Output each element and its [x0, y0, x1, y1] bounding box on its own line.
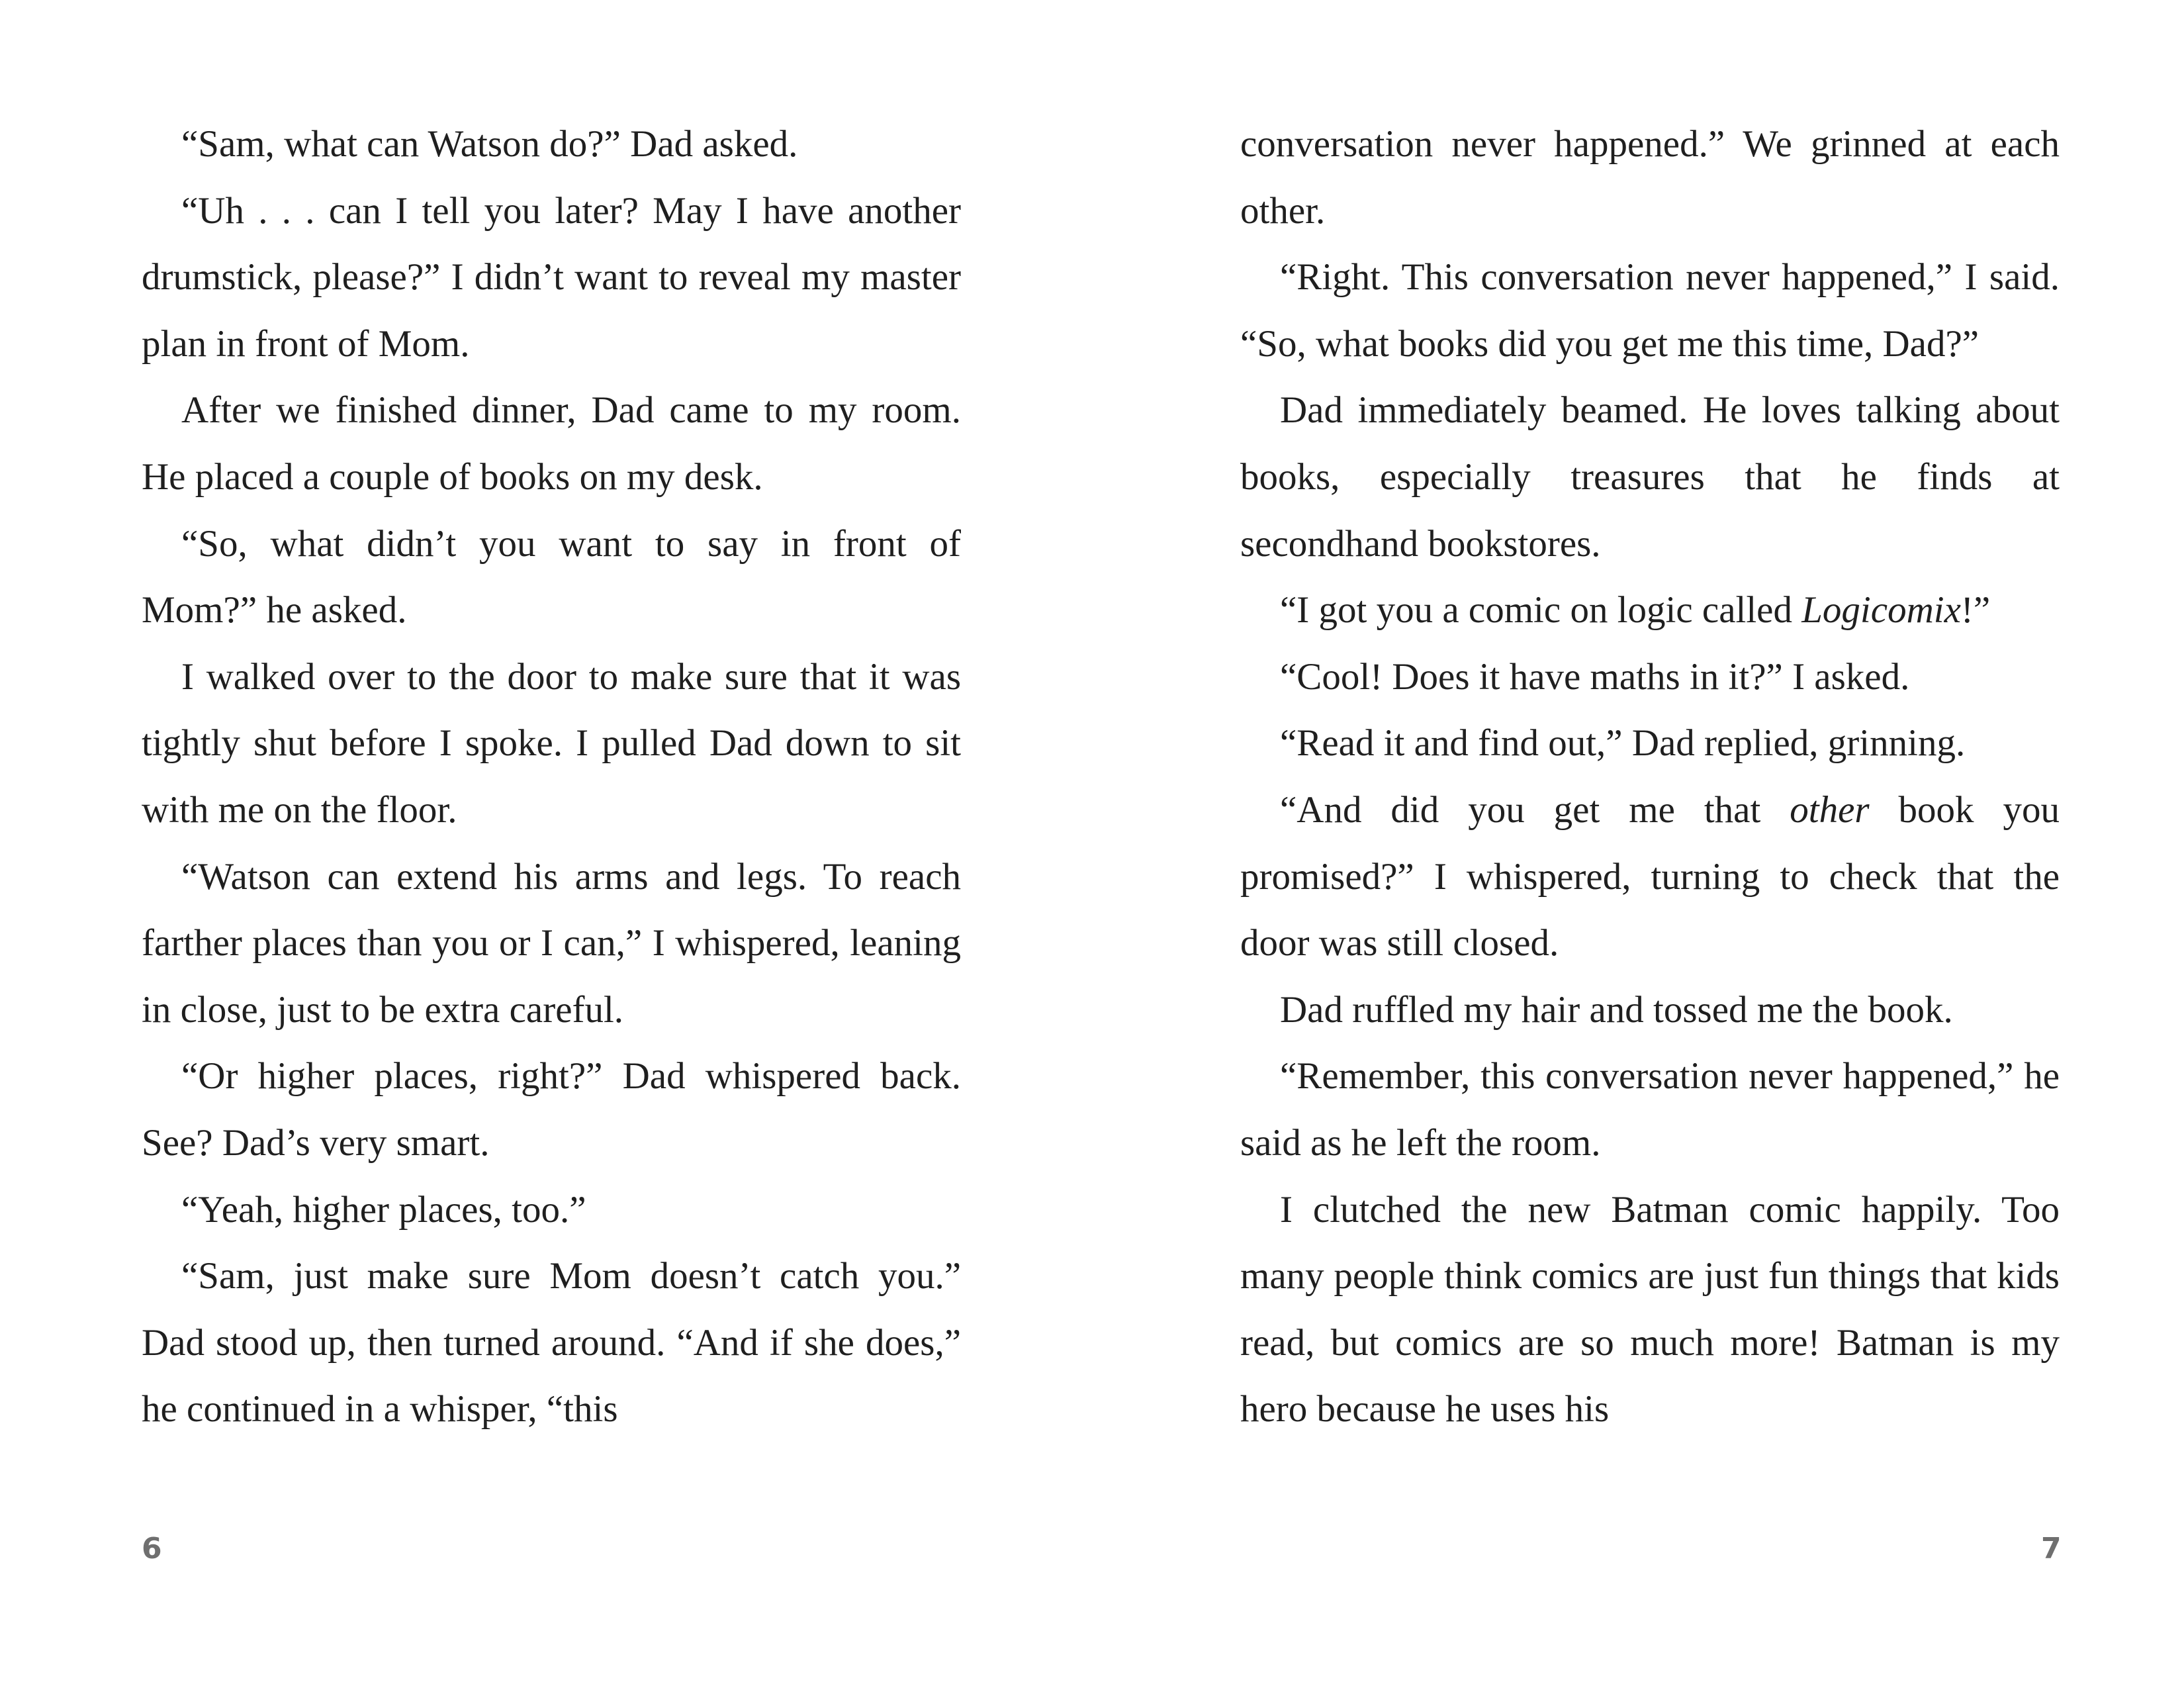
text-run: I clutched the new Batman comic happily. Too many people think comics are just fun things that kids read, but comics are so much more! Batman is my hero because he uses his	[1240, 1188, 2060, 1430]
text-run: “Yeah, higher places, too.”	[181, 1188, 586, 1231]
paragraph	[1240, 577, 2060, 644]
paragraph	[1240, 1177, 2060, 1443]
paragraph	[1240, 710, 2060, 777]
paragraph	[1240, 777, 2060, 977]
text-run: Dad immediately beamed. He loves talking about books, especially treasures that he finds at secondhand bookstores.	[1240, 389, 2060, 565]
paragraph	[1240, 1043, 2060, 1176]
text-run: “Watson can extend his arms and legs. To reach farther places than you or I can,” I whispered, leaning in close, just to be extra careful.	[142, 855, 961, 1031]
paragraph	[1240, 244, 2060, 377]
text-run: “Sam, just make sure Mom doesn’t catch you.” Dad stood up, then turned around. “And if she does,” he continued in a whisper, “this	[142, 1255, 961, 1430]
text-run: After we finished dinner, Dad came to my room. He placed a couple of books on my desk.	[142, 389, 961, 498]
paragraph	[142, 111, 961, 178]
paragraph	[142, 178, 961, 378]
page-number-left: 6	[142, 1532, 162, 1566]
right-page-text	[1240, 111, 2060, 1508]
paragraph	[142, 511, 961, 644]
paragraph	[142, 844, 961, 1044]
text-run: book you promised?” I whispered, turning to check that the door was still closed.	[1240, 788, 2060, 964]
text-run: “Remember, this conversation never happened,” he said as he left the room.	[1240, 1055, 2060, 1164]
left-page-text	[142, 111, 961, 1508]
paragraph	[1240, 111, 2060, 244]
text-run: “Uh . . . can I tell you later? May I have another drumstick, please?” I didn’t want to reveal my master plan in front of Mom.	[142, 189, 961, 365]
paragraph	[142, 1177, 961, 1244]
text-run: “And did you get me that	[1280, 788, 1790, 831]
text-run: “Or higher places, right?” Dad whispered back. See? Dad’s very smart.	[142, 1055, 961, 1164]
text-run: “So, what didn’t you want to say in front of Mom?” he asked.	[142, 522, 961, 632]
paragraph	[1240, 377, 2060, 577]
text-run: “Cool! Does it have maths in it?” I asked.	[1280, 655, 1910, 698]
text-run: !”	[1960, 589, 1991, 632]
text-run: “I got you a comic on logic called	[1280, 589, 1802, 632]
text-run: conversation never happened.” We grinned at each other.	[1240, 123, 2060, 232]
text-run: Dad ruffled my hair and tossed me the book.	[1280, 988, 1953, 1031]
text-run: “Read it and find out,” Dad replied, grinning.	[1280, 722, 1966, 765]
paragraph	[1240, 977, 2060, 1044]
italic-text: Logicomix	[1801, 589, 1961, 632]
text-run: “Sam, what can Watson do?” Dad asked.	[181, 123, 798, 165]
paragraph	[142, 377, 961, 510]
italic-text: other	[1790, 788, 1870, 831]
text-run: “Right. This conversation never happened,” I said. “So, what books did you get me this time, Dad?”	[1240, 256, 2060, 365]
paragraph	[142, 1243, 961, 1443]
page-number-right: 7	[2041, 1532, 2062, 1566]
paragraph	[142, 644, 961, 844]
paragraph	[142, 1043, 961, 1176]
paragraph	[1240, 644, 2060, 711]
text-run: I walked over to the door to make sure that it was tightly shut before I spoke. I pulled Dad down to sit with me on the floor.	[142, 655, 961, 831]
